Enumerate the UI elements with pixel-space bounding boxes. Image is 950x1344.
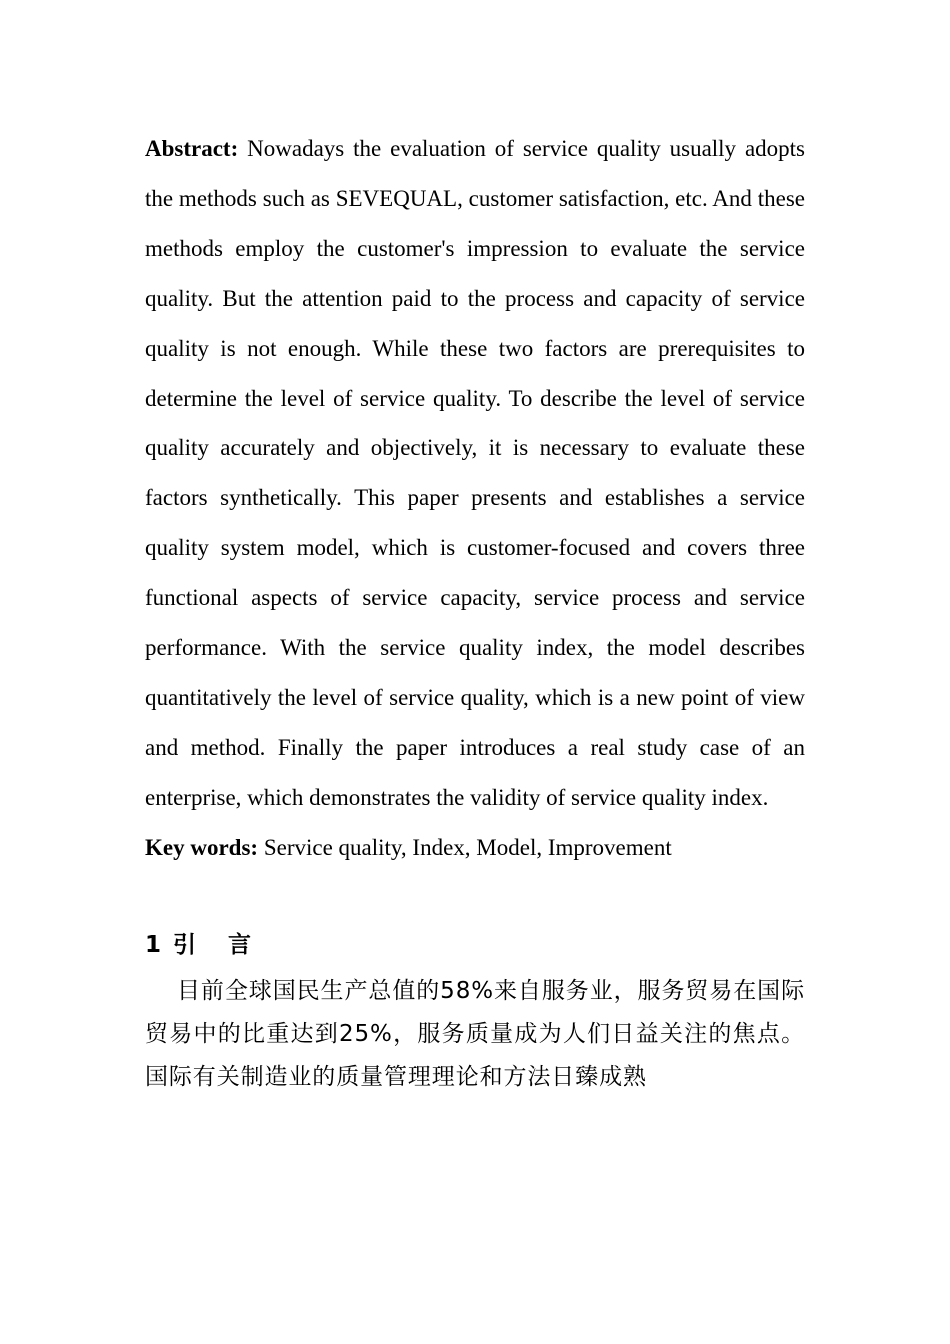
abstract-label: Abstract: — [145, 136, 239, 161]
paper-page — [145, 124, 805, 1099]
keywords-line — [145, 823, 805, 873]
keywords-text: Service quality, Index, Model, Improvement — [263, 834, 672, 860]
intro-paragraph: 目前全球国民生产总值的58%来自服务业，服务贸易在国际贸易中的比重达到25%，服务质量成为人们日益关注的焦点。国际有关制造业的质量管理理论和方法日臻成熟 — [145, 977, 805, 1090]
abstract-paragraph — [145, 124, 805, 823]
abstract-text: Nowadays the evaluation of service quality usually adopts the methods such as SEVEQUAL, customer satisfaction, etc. And these methods employ the customer's impression to evaluate the service quality. But the attention paid to the process and capacity of service quality is not enough. While these two factors are prerequisites to determine the level of service quality. To describe the level of service quality accurately and objectively, it is necessary to evaluate these factors synthetically. This paper presents and establishes a service quality system model, which is customer-focused and covers three functional aspects of service capacity, service process and service performance. With the service quality index, the model describes quantitatively the level of service quality, which is a new point of view and method. Finally the paper introduces a real study case of an enterprise, which demonstrates the validity of service quality index. — [145, 136, 805, 810]
section-title: 引言 — [173, 931, 284, 958]
section-heading — [145, 920, 805, 970]
keywords-label: Key words: — [145, 834, 259, 860]
section-number: 1 — [145, 931, 162, 958]
